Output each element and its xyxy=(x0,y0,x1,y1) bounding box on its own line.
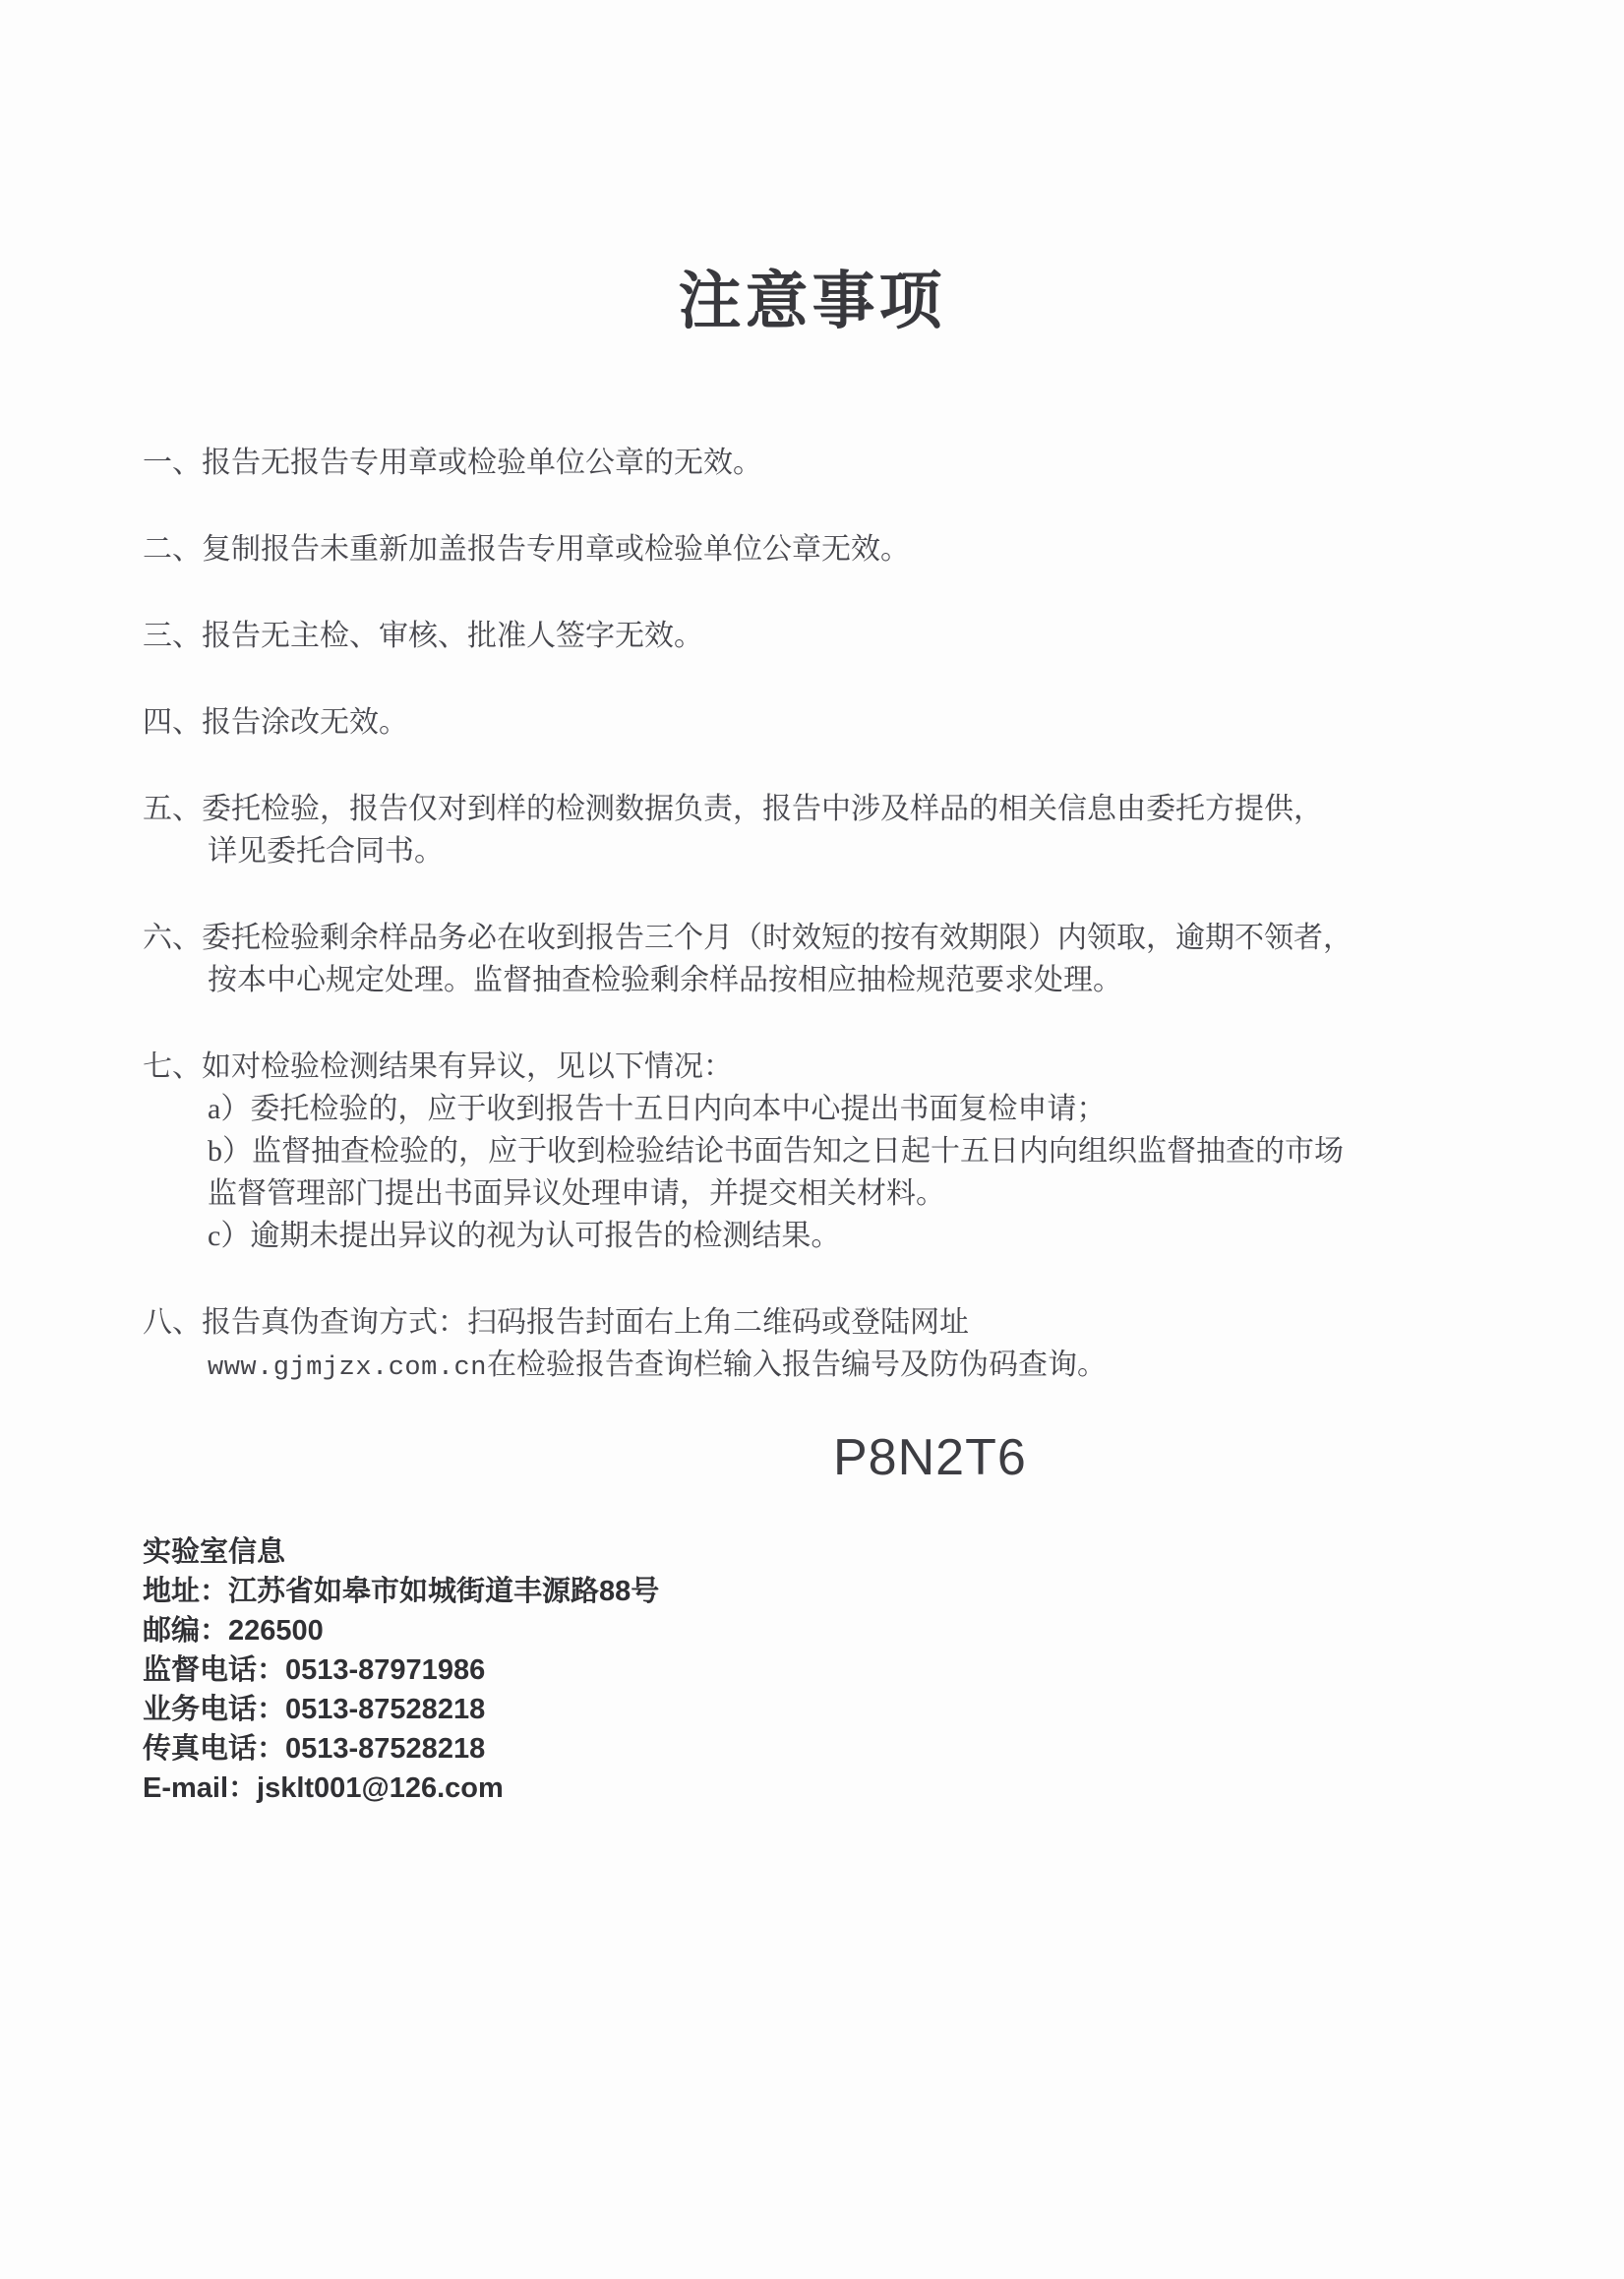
notice-item-8-continued xyxy=(208,1344,1402,1390)
notice-item-7: 七、如对检验检测结果有异议，见以下情况： xyxy=(143,1050,733,1083)
anti-fake-code: P8N2T6 xyxy=(833,1429,1027,1486)
lab-info-block xyxy=(143,1532,659,1808)
lab-fax: 传真电话：0513-87528218 xyxy=(143,1733,486,1765)
lab-business-phone: 业务电话：0513-87528218 xyxy=(143,1694,486,1725)
notice-item-8: 八、报告真伪查询方式：扫码报告封面右上角二维码或登陆网址 xyxy=(143,1306,969,1339)
notice-item-5: 五、委托检验，报告仅对到样的检测数据负责，报告中涉及样品的相关信息由委托方提供， xyxy=(143,793,1323,825)
notice-item-7b-continued: 监督管理部门提出书面异议处理申请，并提交相关材料。 xyxy=(208,1177,945,1210)
notice-item-6: 六、委托检验剩余样品务必在收到报告三个月（时效短的按有效期限）内领取，逾期不领者， xyxy=(143,922,1353,954)
notice-item-1: 一、报告无报告专用章或检验单位公章的无效。 xyxy=(143,447,762,479)
lab-supervision-phone: 监督电话：0513-87971986 xyxy=(143,1654,486,1686)
lab-address: 地址：江苏省如皋市如城街道丰源路88号 xyxy=(143,1576,660,1607)
notice-item-7c: c）逾期未提出异议的视为认可报告的检测结果。 xyxy=(208,1220,841,1252)
lab-email: E-mail：jsklt001@126.com xyxy=(143,1772,504,1804)
notice-item-8-suffix: 在检验报告查询栏输入报告编号及防伪码查询。 xyxy=(486,1349,1107,1381)
lab-info-heading: 实验室信息 xyxy=(143,1536,286,1568)
notice-item-6-continued: 按本中心规定处理。监督抽查检验剩余样品按相应抽检规范要求处理。 xyxy=(208,964,1122,996)
notice-item-2: 二、复制报告未重新加盖报告专用章或检验单位公章无效。 xyxy=(143,533,910,566)
notice-item-4: 四、报告涂改无效。 xyxy=(143,706,408,739)
notice-list xyxy=(143,442,1402,1390)
lab-postal-code: 邮编：226500 xyxy=(143,1615,324,1647)
page-title: 注意事项 xyxy=(678,266,946,336)
notice-item-5-continued: 详见委托合同书。 xyxy=(208,835,444,868)
verification-url: www.gjmjzx.com.cn xyxy=(208,1353,487,1383)
notice-item-7a: a）委托检验的，应于收到报告十五日内向本中心提出书面复检申请； xyxy=(208,1093,1107,1125)
notice-item-3: 三、报告无主检、审核、批准人签字无效。 xyxy=(143,620,703,652)
notice-item-7b: b）监督抽查检验的，应于收到检验结论书面告知之日起十五日内向组织监督抽查的市场 xyxy=(208,1135,1344,1168)
